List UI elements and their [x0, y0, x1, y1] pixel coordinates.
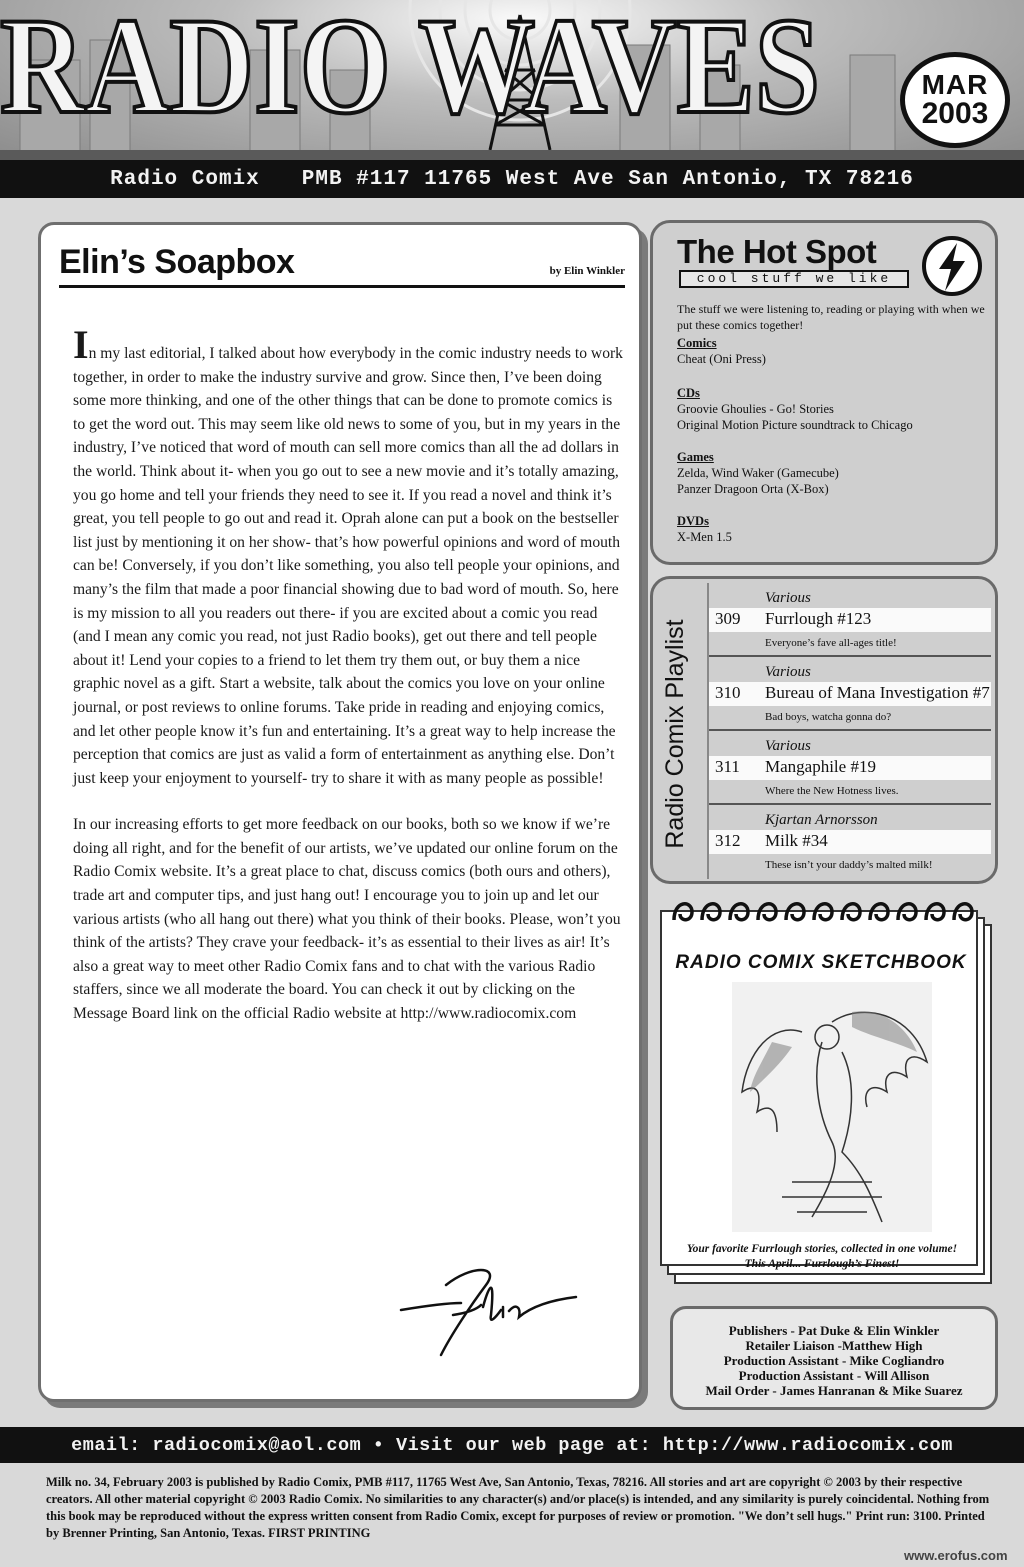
entry-number: 309: [715, 609, 741, 628]
sketchbook-title: RADIO COMIX SKETCHBOOK: [675, 952, 967, 973]
credit-line: Retailer Liaison -Matthew High: [745, 1338, 923, 1353]
drop-cap: I: [73, 322, 89, 367]
soapbox-editorial: [38, 222, 642, 1402]
entry-number: 310: [715, 683, 741, 702]
category-item: Groovie Ghoulies - Go! Stories: [677, 402, 834, 416]
publisher-address: PMB #117 11765 West Ave San Antonio, TX 78216: [301, 167, 914, 191]
masthead: [0, 0, 1024, 160]
category-label: DVDs: [677, 514, 709, 528]
elin-signature: [391, 1255, 591, 1365]
address-bar: [0, 160, 1024, 198]
credit-line: Production Assistant - Mike Cogliandro: [723, 1353, 945, 1368]
entry-title: Milk #34: [765, 831, 828, 850]
hot-spot-category-cds: [677, 385, 995, 433]
category-label: Comics: [677, 336, 717, 350]
credit-line: Production Assistant - Will Allison: [738, 1368, 930, 1383]
editorial-body: [73, 322, 623, 1026]
paragraph-1-text: n my last editorial, I talked about how everybody in the comic industry needs to work together, in order to make the industry survive and grow. Since then, I’ve been doing some more thinking, and one of the other things that can be done to promote comics is to get the word out. This may seem like old news to some of you, but in my years in the industry, I’ve noticed that word of mouth can sell more comics than all the ad dollars in the world. Think about it- when you go out to see a new movie and it’s totally amazing, you go home and tell your friends they need to see it. If you read a novel and think it’s great, you tell people to go out and read it. Oprah alone can put a book on the bestseller list just by mentioning it on her show- that’s how powerful opinions and word of mouth can be! Conversely, if you don’t like something, you also tell people your opinions, and many’s the film that made a poor financial showing due to bad word of mouth. So, here is my mission to all you readers out there- if you are excited about a comic you read (and I mean any comic you read, not just Radio books), get out there and tell people about it! Lend your copies to a friend to let them try them out, or buy them a nice graphic novel as a gift. Start a website, talk about the comics you love on your online journal, or post reviews to online forums. Take pride in reading and enjoying comics, and let other people know it’s fun and entertaining. It’s a great way to help increase the perception that comics are just as valid a form of entertainment as anything else. Don’t just keep your enjoyment to yourself- try to share it with as many people as possible!: [73, 345, 623, 787]
staff-credits: [670, 1306, 998, 1410]
hot-spot-category-dvds: [677, 513, 995, 545]
radio-waves-logo: [0, 0, 840, 120]
sketchbook-page: [660, 910, 978, 1270]
hot-spot-title: The Hot Spot: [677, 233, 877, 270]
contact-bar: [0, 1427, 1024, 1463]
watermark: www.erofus.com: [904, 1548, 1008, 1563]
editorial-paragraph-1: [73, 322, 623, 790]
entry-number: 311: [715, 757, 740, 776]
category-label: Games: [677, 450, 714, 464]
hot-spot-category-games: [677, 449, 995, 497]
entry-artist: Various: [765, 590, 811, 606]
playlist-entry: [709, 805, 991, 879]
radio-comix-playlist: [650, 576, 998, 884]
entry-title: Bureau of Mana Investigation #7: [765, 683, 990, 702]
editorial-paragraph-2: In our increasing efforts to get more feedback on our books, both so we know if we’re doing all right, and for the benefit of our artists, we’ve updated our online forum on the Radio Comix website. It’s a great place to chat, discuss comics (both ours and others), trade art and computer tips, and just hang out! I encourage you to join up and let our various artists (who all hang out there) what you think of their books. Please, won’t you think of the artists? They crave your feedback- it’s as essential to their lives as air! It’s also a great way to meet other Radio Comix fans and to chat with the various Radio staffers, since we all moderate the board. You can check it out by clicking on the Message Board link on the official Radio website at http://www.radiocomix.com: [73, 816, 621, 1023]
entry-artist: Various: [765, 664, 811, 680]
category-item: Panzer Dragoon Orta (X-Box): [677, 482, 829, 496]
issue-date-badge: [900, 52, 1010, 148]
playlist-entry: [709, 731, 991, 805]
playlist-entry: [709, 583, 991, 657]
svg-text:RADIO WAVES: RADIO WAVES: [0, 0, 820, 120]
lightning-bolt-icon: [921, 235, 983, 297]
hot-spot-subtitle: cool stuff we like: [679, 270, 909, 288]
entry-artist: Kjartan Arnorsson: [765, 812, 878, 828]
title-rule: [59, 285, 625, 288]
credit-line: Mail Order - James Hanranan & Mike Suarez: [705, 1383, 963, 1398]
entry-note: Bad boys, watcha gonna do?: [765, 711, 892, 723]
category-item: X-Men 1.5: [677, 530, 732, 544]
spiral-binding: [668, 894, 978, 930]
entry-title: Mangaphile #19: [765, 757, 876, 776]
category-item: Cheat (Oni Press): [677, 352, 766, 366]
griffin-illustration: [732, 982, 932, 1232]
entry-note: These isn’t your daddy’s malted milk!: [765, 859, 933, 871]
entry-note: Everyone’s fave all-ages title!: [765, 637, 897, 649]
category-item: Original Motion Picture soundtrack to Chicago: [677, 418, 913, 432]
playlist-entries: [707, 583, 991, 879]
playlist-entry: [709, 657, 991, 731]
entry-artist: Various: [765, 738, 811, 754]
issue-year: 2003: [921, 97, 989, 130]
category-item: Zelda, Wind Waker (Gamecube): [677, 466, 839, 480]
issue-month: MAR: [921, 69, 989, 100]
entry-note: Where the New Hotness lives.: [765, 785, 899, 797]
hot-spot-intro: The stuff we were listening to, reading or playing with when we put these comics together!: [677, 302, 985, 332]
hot-spot-panel: [650, 220, 998, 565]
entry-title: Furrlough #123: [765, 609, 872, 628]
credit-line: Publishers - Pat Duke & Elin Winkler: [728, 1323, 940, 1338]
editorial-byline: by Elin Winkler: [549, 265, 625, 277]
entry-number: 312: [715, 831, 741, 850]
sketchbook-caption: Your favorite Furrlough stories, collected in one volume! This April... Furrlough’s Finest!: [686, 1243, 958, 1270]
legal-notice: Milk no. 34, February 2003 is published by Radio Comix, PMB #117, 11765 West Ave, San Antonio, Texas, 78216. All stories and art are copyright © 2003 by their respective creators. All other material copyright © 2003 Radio Comix. No similarities to any character(s) and/or place(s) is intended, and any similarity is purely coincidental. Nothing from this book may be reproduced without the express written consent from Radio Comix, except for purposes of review or promotion. "We don’t sell hugs." Print run: 3100. Printed by Brenner Printing, San Antonio, Texas. FIRST PRINTING: [46, 1475, 990, 1540]
contact-info: email: radiocomix@aol.com • Visit our web page at: http://www.radiocomix.com: [71, 1434, 953, 1456]
editorial-title: Elin’s Soapbox: [59, 243, 295, 281]
category-label: CDs: [677, 386, 700, 400]
publisher-name: Radio Comix: [110, 167, 260, 191]
sketchbook-ad: [660, 894, 998, 1290]
hot-spot-category-comics: [677, 335, 995, 367]
playlist-title: Radio Comix Playlist: [661, 619, 689, 849]
